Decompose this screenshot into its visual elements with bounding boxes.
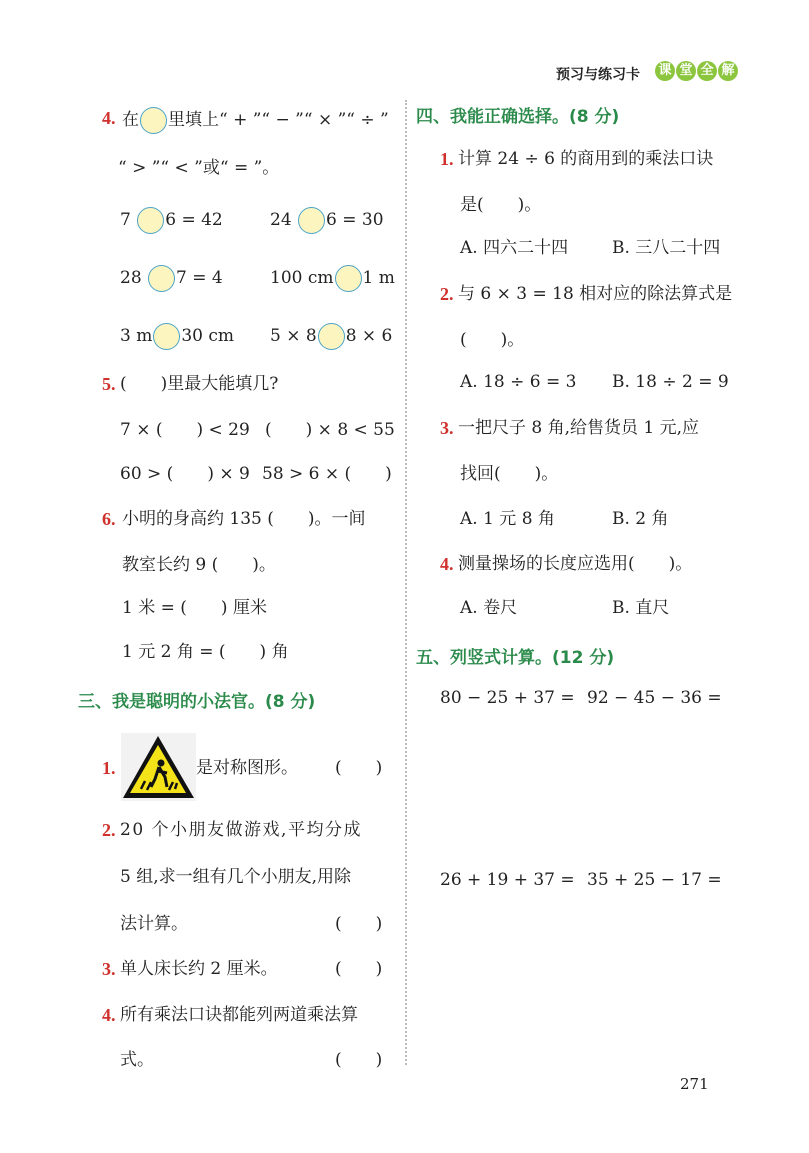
question-text: 是( )。 (460, 195, 542, 215)
calculation: 80 − 25 + 37 = (440, 688, 575, 708)
badge-char: 全 (697, 61, 717, 81)
section-title: 四、我能正确选择。(8 分) (416, 107, 620, 127)
question-number: 4. (102, 1005, 116, 1025)
question-number: 4. (102, 108, 116, 128)
header-badge (655, 61, 738, 81)
question-text: ( )。 (460, 330, 525, 350)
text: 7 = 4 (176, 268, 223, 288)
inequality: 58 > 6 × ( ) (262, 464, 392, 484)
badge-char: 课 (655, 61, 675, 81)
option-b[interactable]: B. 直尺 (612, 598, 670, 618)
column-divider (405, 100, 407, 1065)
text: 28 (120, 268, 142, 288)
text: 8 × 6 (345, 326, 393, 346)
text: 24 (270, 210, 292, 230)
blank-circle[interactable] (153, 323, 180, 350)
question-text: 法计算。 (120, 914, 188, 934)
pedestrian-crossing-sign-icon (121, 733, 196, 801)
section-title: 五、列竖式计算。(12 分) (416, 648, 615, 668)
option-b[interactable]: B. 三八二十四 (612, 238, 721, 258)
text: 6 = 30 (326, 210, 384, 230)
option-b[interactable]: B. 2 角 (612, 509, 669, 529)
option-a[interactable]: A. 卷尺 (460, 598, 518, 618)
question-text: 测量操场的长度应选用( )。 (458, 554, 693, 574)
text: 在 (122, 110, 139, 130)
inequality: 7 × ( ) < 29 (120, 420, 250, 440)
blank-circle[interactable] (148, 265, 175, 292)
badge-char: 堂 (676, 61, 696, 81)
text: 3 m (120, 326, 153, 346)
question-text: 式。 (120, 1050, 154, 1070)
blank-circle[interactable] (318, 323, 345, 350)
option-b[interactable]: B. 18 ÷ 2 = 9 (612, 372, 729, 392)
inequality: ( ) × 8 < 55 (265, 420, 395, 440)
section-title: 三、我是聪明的小法官。(8 分) (78, 692, 316, 712)
question-number: 3. (102, 959, 116, 979)
question-text: 是对称图形。 (196, 758, 298, 778)
question-number: 3. (440, 418, 454, 438)
question-text (122, 107, 389, 134)
question-text: 1 元 2 角 = ( ) 角 (122, 642, 289, 662)
equation (270, 207, 384, 234)
question-number: 5. (102, 374, 116, 394)
question-text: 计算 24 ÷ 6 的商用到的乘法口诀 (458, 149, 714, 169)
text: 1 m (362, 268, 395, 288)
question-text: 找回( )。 (460, 464, 559, 484)
text: 100 cm (270, 268, 334, 288)
calculation: 92 − 45 − 36 = (587, 688, 722, 708)
question-text: 单人床长约 2 厘米。 (120, 959, 278, 979)
question-text: 所有乘法口诀都能列两道乘法算 (120, 1005, 358, 1025)
question-number: 1. (102, 758, 116, 778)
answer-paren[interactable]: ( ) (335, 1050, 383, 1070)
equation (120, 323, 234, 350)
page-number: 271 (680, 1075, 709, 1093)
question-text: 一把尺子 8 角,给售货员 1 元,应 (458, 418, 700, 438)
option-a[interactable]: A. 1 元 8 角 (460, 509, 555, 529)
question-number: 1. (440, 149, 454, 169)
question-number: 4. (440, 554, 454, 574)
question-text: 5 组,求一组有几个小朋友,用除 (120, 867, 352, 887)
answer-paren[interactable]: ( ) (335, 959, 383, 979)
question-text: 20 个小朋友做游戏,平均分成 (120, 820, 362, 840)
text: 30 cm (181, 326, 235, 346)
answer-paren[interactable]: ( ) (335, 758, 383, 778)
equation (120, 265, 223, 292)
option-a[interactable]: A. 18 ÷ 6 = 3 (460, 372, 577, 392)
question-number: 6. (102, 509, 116, 529)
question-text: 教室长约 9 ( )。 (122, 555, 276, 575)
equation (270, 323, 392, 350)
answer-paren[interactable]: ( ) (335, 914, 383, 934)
question-text: 与 6 × 3 = 18 相对应的除法算式是 (458, 284, 733, 304)
text: 6 = 42 (165, 210, 223, 230)
text: 里填上“ + ”“ − ”“ × ”“ ÷ ” (168, 110, 389, 130)
blank-circle[interactable] (298, 207, 325, 234)
badge-char: 解 (718, 61, 738, 81)
blank-circle[interactable] (335, 265, 362, 292)
header-title: 预习与练习卡 (556, 67, 640, 83)
equation (120, 207, 223, 234)
equation (270, 265, 395, 292)
calculation: 26 + 19 + 37 = (440, 870, 575, 890)
text: 7 (120, 210, 131, 230)
question-text: “ > ”“ < ”或“ = ”。 (118, 158, 280, 178)
inequality: 60 > ( ) × 9 (120, 464, 250, 484)
question-number: 2. (102, 820, 116, 840)
calculation: 35 + 25 − 17 = (587, 870, 722, 890)
question-text: 小明的身高约 135 ( )。一间 (122, 509, 366, 529)
text: 5 × 8 (270, 326, 317, 346)
blank-circle[interactable] (137, 207, 164, 234)
option-a[interactable]: A. 四六二十四 (460, 238, 569, 258)
blank-circle[interactable] (140, 107, 167, 134)
question-text: 1 米 = ( ) 厘米 (122, 598, 267, 618)
question-text: ( )里最大能填几? (120, 374, 279, 394)
question-number: 2. (440, 284, 454, 304)
